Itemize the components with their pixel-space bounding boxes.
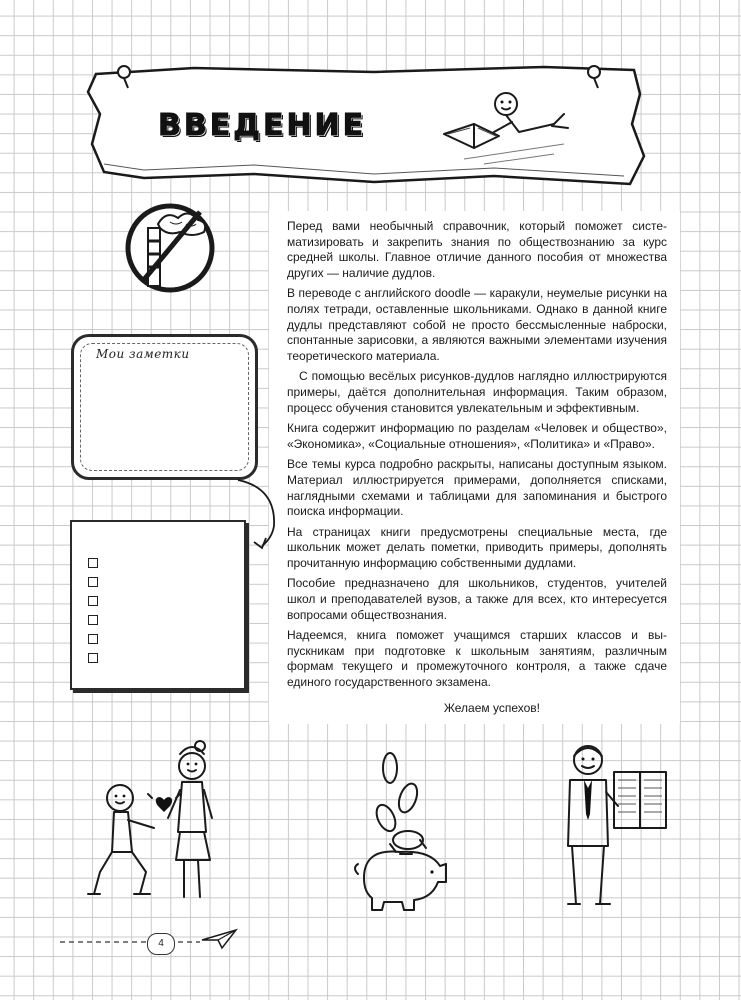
no-factory-icon [118,196,222,300]
page-number: 4 [147,933,175,955]
paragraph: Надеемся, книга поможет учащимся старших классов и выпускникам при подготовке к школьным занятиям, различным формам текущего и промежуточного контроля, а также сдаче единого государственного экзамена. [287,628,667,690]
checkbox[interactable] [88,558,98,568]
dashed-trail [60,938,200,946]
paper-plane-icon [200,926,240,952]
notes-box[interactable] [71,334,258,480]
checkbox[interactable] [88,596,98,606]
paragraph: В переводе с английского doodle — каракули, неумелые рисунки на полях тетради, оставленные школьниками. Однако в данной книге дудлы представляют собой не просто бессмысленные наброски, спонтанные зарисовки, а являются важными элементами изучения теоретического материала. [287,286,667,363]
intro-text-panel [269,211,680,724]
notes-inner-border [80,343,249,471]
notes-label: Мои заметки [96,347,190,361]
piggy-bank-doodle [350,748,480,918]
checklist-box [70,520,246,690]
paragraph: Перед вами необычный справочник, который поможет систематизировать и закрепить знания по обществознанию за курс средней школы. Главное отличие данного пособия от множества других — наличие дудлов. [287,219,667,280]
page-title: ВВЕДЕНИЕ [158,108,367,143]
paragraph: Книга содержит информацию по разделам «Человек и общество», «Экономика», «Социальные отношения», «Политика» и «Право». [287,421,667,451]
paragraph: На страницах книги предусмотрены специальные места, где школьник может делать пометки, приводить примеры, дополнять прочитанную информацию собственными дудлами. [287,524,667,570]
paragraph: Все темы курса подробно раскрыты, написаны доступным языком. Материал иллюстрируется примерами, дополняется списками, наглядными схемами и таблицами для запоминания и быстрого поиска информации. [287,457,667,519]
paragraph: Пособие предназначено для школьников, студентов, учителей школ и преподавателей вузов, а также для всех, кто интересуется вопросами обществознания. [287,576,667,622]
teacher-book-doodle [556,736,676,916]
couple-proposal-doodle [80,732,240,912]
closing-wish: Желаем успехов! [443,701,540,715]
checkbox[interactable] [88,653,98,663]
checkbox[interactable] [88,634,98,644]
paragraph: С помощью весёлых рисунков-дудлов наглядно иллюстрируются примеры, даётся дополнительная информация. Таким образом, процесс обучения становится увлекательным и эффективным. [287,369,667,415]
checkbox[interactable] [88,615,98,625]
checkbox[interactable] [88,577,98,587]
